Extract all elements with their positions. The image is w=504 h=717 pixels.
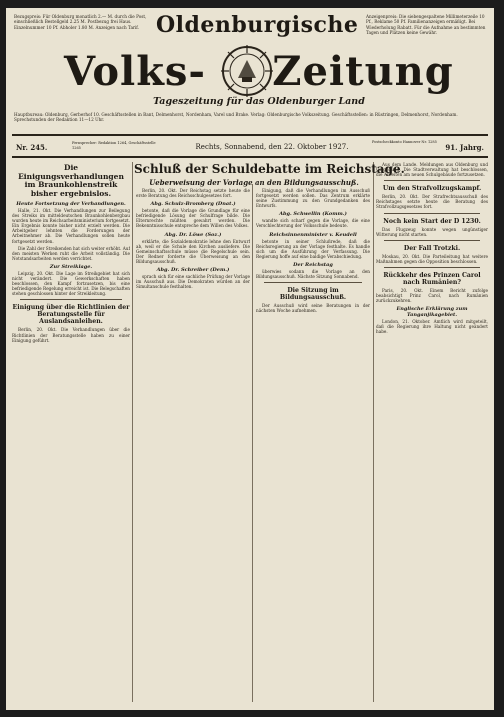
article-separator bbox=[384, 213, 480, 214]
article-headline: Die Sitzung im Bildungsausschuß. bbox=[279, 287, 347, 302]
article-paragraph: Berlin, 20. Okt. Die Verhandlungen über die Richtlinien der Beratungsstelle haben zu einer Einigung geführt. bbox=[12, 327, 130, 343]
article-subhead: Englische Erklärung zum Tanganjikagebiet. bbox=[396, 306, 468, 319]
article-paragraph: Die Zahl der Streikenden hat sich weiter erhöht. Auf den meisten Werken ruht die Arbeit vollständig. Die Notstandsarbeiten werden verrichtet. bbox=[12, 245, 130, 261]
subscription-info-box: Bezugspreis: Für Oldenburg monatlich 2.— M. durch die Post, einschließlich Bestellgeld 2.25 M. Postbezug frei Haus. Einzelnummer 10 Pf. Abholer 1.80 M. Anzeigen nach Tarif. bbox=[14, 14, 147, 30]
column-3 bbox=[256, 188, 370, 702]
lead-article-header bbox=[134, 162, 405, 187]
title-zeitung: Zeitung bbox=[272, 48, 454, 95]
article-separator bbox=[264, 282, 362, 283]
article-paragraph: London, 21. Oktober. Amtlich wird mitgeteilt, daß die Regierung ihre Haltung nicht geändert habe. bbox=[376, 319, 488, 335]
article-headline: Einigung über die Richtlinien der Beratungsstelle für Auslandsanleihen. bbox=[12, 304, 130, 326]
masthead-rule-bottom bbox=[12, 156, 488, 158]
article-paragraph: sprach sich für eine sachliche Prüfung der Vorlage im Ausschuß aus. Die Demokraten würden an der Simultanschule festhalten. bbox=[136, 274, 250, 290]
office-info: Hauptbureau: Oldenburg, Gerberhof 10. Geschäftsstellen in Bant, Delmenhorst, Nordenham, Varel und Brake. Verlag: Oldenburgische Volkszeitung. Geschäftsstellen: in Rüstringen, Delmenhorst, Nordenham. Sprechstunden der Redaktion 11—12 Uhr. bbox=[14, 112, 458, 123]
advertising-info-box: Anzeigenpreis: Die siebengespaltene Millimeterzeile 10 Pf., Reklame 50 Pf. Familienanzeigen ermäßigt. Bei Wiederholung Rabatt. Für die Aufnahme an bestimmten Tagen und Plätzen keine Gewähr. bbox=[366, 14, 486, 35]
article-paragraph: Das Flugzeug konnte wegen ungünstiger Witterung nicht starten. bbox=[376, 226, 488, 237]
article-separator bbox=[384, 180, 480, 181]
article-subhead: Abg. Dr. Schreiber (Dem.) bbox=[156, 267, 230, 274]
article-subhead: Abg. Schulz-Bromberg (Dnat.) bbox=[150, 201, 236, 208]
article-subhead: Abg. Schwellin (Komm.) bbox=[279, 211, 347, 218]
volume-year: 91. Jahrg. bbox=[445, 143, 484, 152]
article-headline: Die Einigungsverhandlungen im Braunkohlenstreik bisher ergebnislos. bbox=[18, 163, 124, 198]
masthead-subtitle: Tageszeitung für das Oldenburger Land bbox=[153, 96, 365, 107]
masthead-rule-top bbox=[12, 134, 488, 136]
article-paragraph: wandte sich scharf gegen die Vorlage, die eine Verschlechterung der Volksschule bedeute. bbox=[256, 218, 370, 229]
postal-info: Postscheckkonto Hannover Nr. 1285 bbox=[372, 140, 437, 144]
lead-headline: Schluß der Schuldebatte im Reichstage. bbox=[134, 162, 405, 176]
newspaper-page bbox=[6, 8, 494, 710]
article-headline: Der Fall Trotzki. bbox=[403, 244, 461, 252]
column-divider bbox=[132, 162, 133, 702]
article-subhead: Der Reichstag bbox=[293, 261, 333, 268]
emblem-icon bbox=[220, 44, 274, 98]
article-subhead: Zur Streiklage. bbox=[49, 263, 93, 270]
column-4 bbox=[376, 162, 488, 702]
article-paragraph: Aus dem Lande. Meldungen aus Oldenburg und Umgebung. Die Stadtverwaltung hat beschlossen, die Arbeiten am neuen Schulgebäude fortzusetzen. bbox=[376, 162, 488, 178]
article-separator bbox=[384, 240, 480, 241]
article-paragraph: Berlin, 20. Okt. Der Reichstag setzte heute die erste Beratung des Reichsschulgesetzes fort. bbox=[136, 188, 250, 199]
column-divider bbox=[373, 162, 374, 702]
article-paragraph: Berlin, 20. Okt. Der Strafrechtsausschuß des Reichstages setzte heute die Beratung des Strafvollzugsgesetzes fort. bbox=[376, 194, 488, 210]
column-1 bbox=[12, 162, 130, 702]
date-bar bbox=[12, 140, 488, 156]
phone-info: Fernsprecher: Redaktion 1264, Geschäftsstelle 1265 bbox=[72, 141, 156, 150]
column-divider bbox=[252, 184, 253, 702]
article-paragraph: Der Ausschuß wird seine Beratungen in der nächsten Woche aufnehmen. bbox=[256, 303, 370, 314]
article-headline: Rückkehr des Prinzen Carol nach Rumänien? bbox=[383, 271, 481, 286]
article-paragraph: betonte, daß die Vorlage die Grundlage für eine befriedigende Lösung der Schulfrage bilde. Die Elternrechte müßten gewahrt werden. Die Bekenntnisschule entspreche dem Willen des Volkes. bbox=[136, 208, 250, 229]
article-headline: Noch kein Start der D 1230. bbox=[383, 217, 481, 225]
article-paragraph: erklärte, die Sozialdemokratie lehne den Entwurf ab, weil er die Schule den Kirchen ausliefere. Die Gemeinschaftsschule müsse die Regelschule sein. Der Redner forderte die Überweisung an den Bildungsausschuß. bbox=[136, 238, 250, 264]
issue-date: Rechts, Sonnabend, den 22. Oktober 1927. bbox=[195, 143, 349, 151]
article-paragraph: Leipzig, 20. Okt. Die Lage im Streikgebiet hat sich nicht verändert. Die Gewerkschaften haben beschlossen, den Kampf fortzusetzen, bis eine befriedigende Regelung erreicht ist. Die Belegschaften stehen geschlossen hinter der Streikleitung. bbox=[12, 270, 130, 297]
article-subhead: Abg. Dr. Löwe (Soz.) bbox=[164, 231, 222, 238]
article-paragraph: Paris, 20. Okt. Einem Bericht zufolge beabsichtigt Prinz Carol, nach Rumänien zurückzukehren. bbox=[376, 287, 488, 304]
article-paragraph: Einigung, daß die Verhandlungen im Ausschuß fortgesetzt werden sollen. Das Zentrum erklärte seine Zustimmung zu den Grundgedanken des Entwurfs. bbox=[256, 188, 370, 209]
title-oldenburgische: Oldenburgische bbox=[156, 12, 359, 38]
article-paragraph: Halle, 21. Okt. Die Verhandlungen zur Beilegung des Streiks im mitteldeutschen Braunkohlenbergbau wurden heute im Reichsarbeitsministerium fortgesetzt. Ein Ergebnis konnte bisher nicht erzielt werden. Die Arbeitgeber lehnten die Forderungen der Arbeitnehmer ab. Die Verhandlungen sollen heute fortgesetzt werden. bbox=[12, 208, 130, 244]
article-subhead: Heute Fortsetzung der Verhandlungen. bbox=[16, 201, 126, 207]
lead-subhead: Ueberweisung der Vorlage an den Bildungsausschuß. bbox=[149, 178, 359, 187]
issue-number: Nr. 245. bbox=[16, 143, 48, 152]
article-separator bbox=[20, 299, 122, 300]
column-2 bbox=[136, 188, 250, 702]
article-paragraph: betonte in seiner Schlußrede, daß die Reichsregierung an der Vorlage festhalte. Es handle sich um die Ausführung der Verfassung. Die Regierung hoffe auf eine baldige Verabschiedung. bbox=[256, 238, 370, 259]
title-volks: Volks- bbox=[63, 48, 207, 95]
article-separator bbox=[384, 267, 480, 268]
article-paragraph: Moskau, 20. Okt. Die Parteileitung hat weitere Maßnahmen gegen die Opposition beschlossen. bbox=[376, 253, 488, 264]
article-paragraph: überwies sodann die Vorlage an den Bildungsausschuß. Nächste Sitzung Sonnabend. bbox=[256, 268, 370, 280]
article-headline: Um den Strafvollzugskampf. bbox=[382, 185, 482, 193]
masthead bbox=[6, 8, 494, 156]
article-subhead: Reichsinnenminister v. Keudell bbox=[269, 231, 357, 238]
